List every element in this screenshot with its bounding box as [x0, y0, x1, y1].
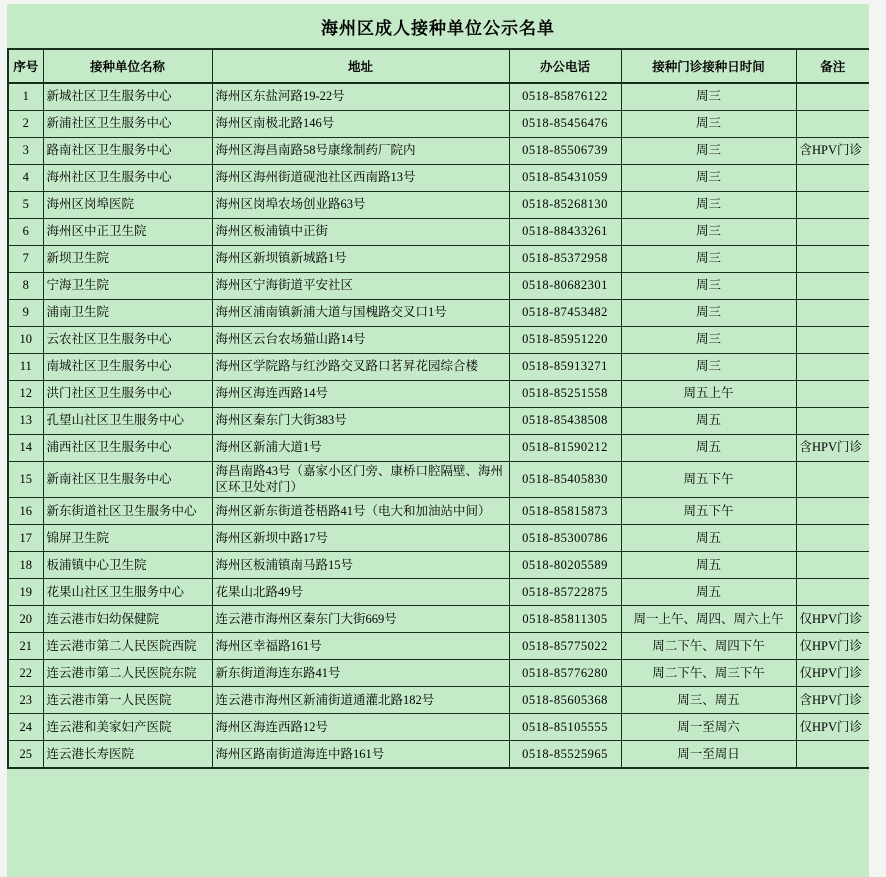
cell-address: 海州区海昌南路58号康缘制药厂院内: [212, 137, 509, 164]
cell-note: 仅HPV门诊: [796, 714, 869, 741]
header-note: 备注: [796, 49, 869, 83]
cell-name: 连云港市第一人民医院: [43, 687, 212, 714]
cell-seq: 21: [8, 633, 43, 660]
cell-seq: 9: [8, 299, 43, 326]
cell-name: 连云港市第二人民医院东院: [43, 660, 212, 687]
table-row: [8, 498, 869, 525]
cell-schedule: 周一至周日: [621, 741, 796, 768]
cell-address: 海州区秦东门大街383号: [212, 407, 509, 434]
table-row: [8, 579, 869, 606]
cell-note: [796, 164, 869, 191]
cell-schedule: 周一上午、周四、周六上午: [621, 606, 796, 633]
cell-address: 连云港市海州区秦东门大街669号: [212, 606, 509, 633]
cell-phone: 0518-85811305: [509, 606, 621, 633]
table-row: [8, 110, 869, 137]
cell-schedule: 周二下午、周三下午: [621, 660, 796, 687]
cell-phone: 0518-85431059: [509, 164, 621, 191]
cell-schedule: 周五: [621, 579, 796, 606]
cell-address: 海州区新浦大道1号: [212, 434, 509, 461]
cell-schedule: 周三: [621, 218, 796, 245]
header-schedule: 接种门诊接种日时间: [621, 49, 796, 83]
table-row: [8, 552, 869, 579]
table-row: [8, 714, 869, 741]
cell-seq: 20: [8, 606, 43, 633]
cell-seq: 12: [8, 380, 43, 407]
cell-seq: 23: [8, 687, 43, 714]
cell-seq: 19: [8, 579, 43, 606]
cell-schedule: 周三: [621, 164, 796, 191]
cell-schedule: 周三: [621, 83, 796, 110]
table-row: [8, 353, 869, 380]
header-row: [8, 49, 869, 83]
cell-address: 连云港市海州区新浦街道通灌北路182号: [212, 687, 509, 714]
cell-address: 海昌南路43号（嘉家小区门旁、康桥口腔隔壁、海州区环卫处对门）: [212, 461, 509, 498]
cell-schedule: 周三、周五: [621, 687, 796, 714]
cell-note: [796, 461, 869, 498]
cell-schedule: 周五: [621, 407, 796, 434]
cell-seq: 15: [8, 461, 43, 498]
table-row: [8, 83, 869, 110]
cell-phone: 0518-85951220: [509, 326, 621, 353]
cell-schedule: 周五: [621, 552, 796, 579]
table-row: [8, 137, 869, 164]
cell-schedule: 周五: [621, 525, 796, 552]
cell-note: [796, 110, 869, 137]
cell-name: 新浦社区卫生服务中心: [43, 110, 212, 137]
header-address: 地址: [212, 49, 509, 83]
cell-seq: 1: [8, 83, 43, 110]
cell-phone: 0518-85405830: [509, 461, 621, 498]
cell-phone: 0518-85105555: [509, 714, 621, 741]
cell-seq: 25: [8, 741, 43, 768]
cell-phone: 0518-87453482: [509, 299, 621, 326]
cell-name: 路南社区卫生服务中心: [43, 137, 212, 164]
header-name: 接种单位名称: [43, 49, 212, 83]
cell-seq: 11: [8, 353, 43, 380]
table-header: [8, 49, 869, 83]
cell-note: [796, 191, 869, 218]
cell-name: 宁海卫生院: [43, 272, 212, 299]
cell-phone: 0518-85300786: [509, 525, 621, 552]
cell-note: [796, 245, 869, 272]
cell-name: 花果山社区卫生服务中心: [43, 579, 212, 606]
table-row: [8, 407, 869, 434]
cell-seq: 5: [8, 191, 43, 218]
cell-address: 海州区岗埠农场创业路63号: [212, 191, 509, 218]
cell-schedule: 周三: [621, 110, 796, 137]
cell-schedule: 周三: [621, 245, 796, 272]
cell-note: [796, 552, 869, 579]
cell-name: 海州区中正卫生院: [43, 218, 212, 245]
table-row: [8, 461, 869, 498]
cell-name: 新坝卫生院: [43, 245, 212, 272]
cell-note: [796, 380, 869, 407]
cell-address: 海州区云台农场猫山路14号: [212, 326, 509, 353]
cell-phone: 0518-85525965: [509, 741, 621, 768]
cell-phone: 0518-88433261: [509, 218, 621, 245]
cell-note: 含HPV门诊: [796, 687, 869, 714]
units-table-body: [8, 83, 869, 768]
cell-phone: 0518-85251558: [509, 380, 621, 407]
cell-name: 浦西社区卫生服务中心: [43, 434, 212, 461]
table-row: [8, 191, 869, 218]
cell-name: 锦屏卫生院: [43, 525, 212, 552]
cell-address: 海州区海连西路14号: [212, 380, 509, 407]
cell-schedule: 周二下午、周四下午: [621, 633, 796, 660]
cell-schedule: 周五下午: [621, 498, 796, 525]
cell-phone: 0518-85268130: [509, 191, 621, 218]
cell-note: [796, 407, 869, 434]
page-title: 海州区成人接种单位公示名单: [321, 18, 555, 38]
cell-name: 洪门社区卫生服务中心: [43, 380, 212, 407]
table-row: [8, 687, 869, 714]
header-seq: 序号: [8, 49, 43, 83]
cell-address: 海州区宁海街道平安社区: [212, 272, 509, 299]
cell-name: 连云港和美家妇产医院: [43, 714, 212, 741]
title-bar: [7, 4, 869, 48]
cell-phone: 0518-85776280: [509, 660, 621, 687]
header-phone: 办公电话: [509, 49, 621, 83]
cell-address: 海州区东盐河路19-22号: [212, 83, 509, 110]
notice-sheet: [7, 4, 869, 877]
units-table: [7, 48, 869, 769]
cell-schedule: 周三: [621, 191, 796, 218]
cell-seq: 6: [8, 218, 43, 245]
cell-name: 海州区岗埠医院: [43, 191, 212, 218]
cell-note: [796, 326, 869, 353]
cell-schedule: 周三: [621, 326, 796, 353]
cell-schedule: 周三: [621, 353, 796, 380]
cell-phone: 0518-85913271: [509, 353, 621, 380]
cell-address: 海州区新东街道苍梧路41号（电大和加油站中间）: [212, 498, 509, 525]
cell-name: 浦南卫生院: [43, 299, 212, 326]
table-row: [8, 245, 869, 272]
cell-phone: 0518-85506739: [509, 137, 621, 164]
cell-name: 孔望山社区卫生服务中心: [43, 407, 212, 434]
cell-name: 新城社区卫生服务中心: [43, 83, 212, 110]
cell-phone: 0518-85456476: [509, 110, 621, 137]
table-row: [8, 380, 869, 407]
cell-address: 海州区南极北路146号: [212, 110, 509, 137]
cell-address: 海州区板浦镇南马路15号: [212, 552, 509, 579]
cell-name: 云农社区卫生服务中心: [43, 326, 212, 353]
cell-note: 仅HPV门诊: [796, 633, 869, 660]
cell-name: 新南社区卫生服务中心: [43, 461, 212, 498]
cell-seq: 2: [8, 110, 43, 137]
cell-note: [796, 299, 869, 326]
cell-schedule: 周三: [621, 137, 796, 164]
cell-name: 连云港市妇幼保健院: [43, 606, 212, 633]
cell-note: [796, 741, 869, 768]
cell-note: [796, 218, 869, 245]
cell-name: 南城社区卫生服务中心: [43, 353, 212, 380]
cell-schedule: 周五上午: [621, 380, 796, 407]
cell-name: 新东街道社区卫生服务中心: [43, 498, 212, 525]
cell-seq: 14: [8, 434, 43, 461]
cell-seq: 8: [8, 272, 43, 299]
table-row: [8, 434, 869, 461]
cell-seq: 17: [8, 525, 43, 552]
table-row: [8, 299, 869, 326]
cell-phone: 0518-81590212: [509, 434, 621, 461]
cell-name: 连云港长寿医院: [43, 741, 212, 768]
cell-note: [796, 579, 869, 606]
cell-note: [796, 498, 869, 525]
cell-schedule: 周一至周六: [621, 714, 796, 741]
cell-phone: 0518-80205589: [509, 552, 621, 579]
cell-name: 连云港市第二人民医院西院: [43, 633, 212, 660]
cell-note: [796, 272, 869, 299]
cell-note: [796, 353, 869, 380]
table-row: [8, 218, 869, 245]
cell-address: 海州区学院路与红沙路交叉路口茗昇花园综合楼: [212, 353, 509, 380]
cell-address: 海州区浦南镇新浦大道与国槐路交叉口1号: [212, 299, 509, 326]
cell-phone: 0518-85372958: [509, 245, 621, 272]
cell-address: 海州区路南街道海连中路161号: [212, 741, 509, 768]
cell-address: 海州区新坝中路17号: [212, 525, 509, 552]
cell-seq: 16: [8, 498, 43, 525]
cell-address: 新东街道海连东路41号: [212, 660, 509, 687]
cell-name: 海州社区卫生服务中心: [43, 164, 212, 191]
cell-note: [796, 525, 869, 552]
cell-address: 海州区板浦镇中正街: [212, 218, 509, 245]
cell-note: 仅HPV门诊: [796, 606, 869, 633]
cell-seq: 24: [8, 714, 43, 741]
cell-address: 海州区新坝镇新城路1号: [212, 245, 509, 272]
cell-schedule: 周三: [621, 272, 796, 299]
table-row: [8, 272, 869, 299]
cell-address: 海州区海连西路12号: [212, 714, 509, 741]
cell-phone: 0518-85722875: [509, 579, 621, 606]
cell-note: 含HPV门诊: [796, 434, 869, 461]
cell-phone: 0518-85438508: [509, 407, 621, 434]
cell-seq: 18: [8, 552, 43, 579]
table-row: [8, 633, 869, 660]
cell-seq: 22: [8, 660, 43, 687]
table-row: [8, 660, 869, 687]
cell-seq: 13: [8, 407, 43, 434]
table-row: [8, 741, 869, 768]
cell-phone: 0518-85605368: [509, 687, 621, 714]
cell-phone: 0518-85815873: [509, 498, 621, 525]
cell-address: 花果山北路49号: [212, 579, 509, 606]
cell-phone: 0518-80682301: [509, 272, 621, 299]
table-row: [8, 326, 869, 353]
cell-note: 含HPV门诊: [796, 137, 869, 164]
cell-schedule: 周五: [621, 434, 796, 461]
cell-seq: 7: [8, 245, 43, 272]
cell-seq: 3: [8, 137, 43, 164]
cell-address: 海州区海州街道砚池社区西南路13号: [212, 164, 509, 191]
cell-address: 海州区幸福路161号: [212, 633, 509, 660]
table-row: [8, 525, 869, 552]
cell-schedule: 周五下午: [621, 461, 796, 498]
cell-phone: 0518-85876122: [509, 83, 621, 110]
cell-seq: 4: [8, 164, 43, 191]
cell-phone: 0518-85775022: [509, 633, 621, 660]
cell-schedule: 周三: [621, 299, 796, 326]
cell-seq: 10: [8, 326, 43, 353]
cell-name: 板浦镇中心卫生院: [43, 552, 212, 579]
cell-note: [796, 83, 869, 110]
table-row: [8, 606, 869, 633]
cell-note: 仅HPV门诊: [796, 660, 869, 687]
table-row: [8, 164, 869, 191]
